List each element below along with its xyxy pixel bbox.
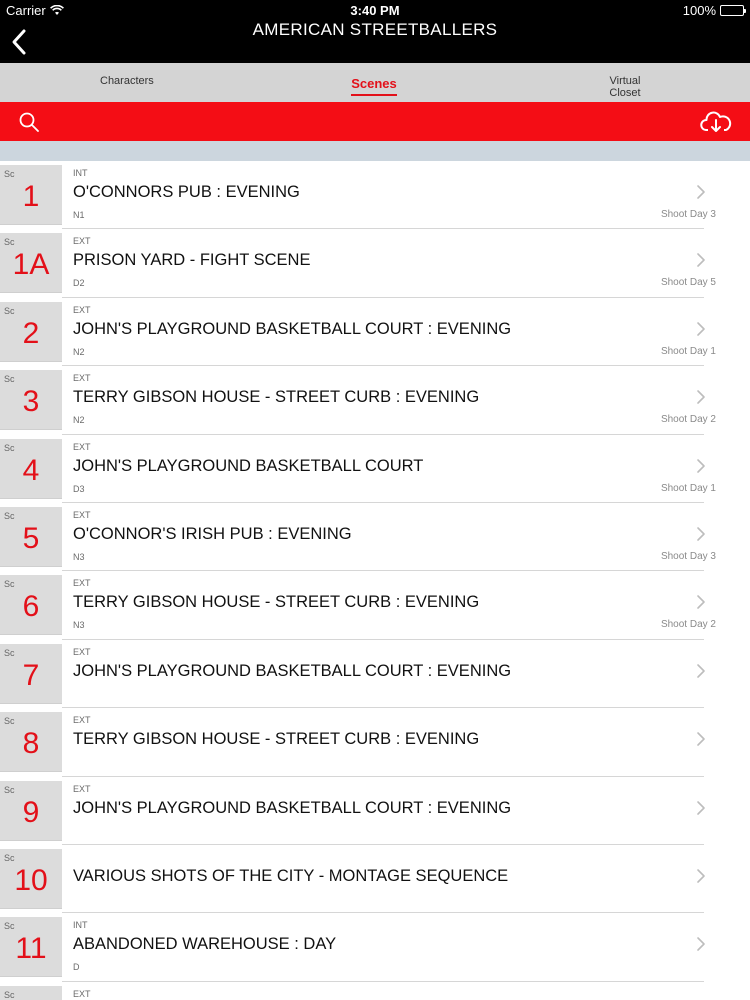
- chevron-right-icon: [696, 731, 706, 747]
- scene-number-box: [0, 644, 62, 704]
- shoot-day: Shoot Day 1: [660, 482, 716, 494]
- day-night-code: D: [73, 962, 80, 973]
- status-battery: [683, 3, 744, 18]
- int-ext-label: EXT: [73, 304, 91, 315]
- int-ext-label: INT: [73, 168, 88, 178]
- scene-row[interactable]: [0, 161, 750, 229]
- int-ext-label: EXT: [73, 646, 91, 657]
- scene-title: ABANDONED WAREHOUSE : DAY: [73, 935, 337, 954]
- cloud-download-button[interactable]: [700, 110, 732, 134]
- scene-title: TERRY GIBSON HOUSE - STREET CURB : EVENING: [73, 730, 480, 749]
- day-night-code: N3: [73, 551, 85, 562]
- int-ext-label: EXT: [73, 783, 91, 794]
- battery-percent: 100%: [682, 3, 716, 18]
- tab-virtual-closet[interactable]: Virtual Closet: [609, 75, 641, 99]
- chevron-right-icon: [696, 663, 706, 679]
- scene-label: Sc: [4, 852, 15, 863]
- scene-number: 1A: [12, 248, 50, 282]
- carrier-label: Carrier: [6, 3, 46, 18]
- int-ext-label: EXT: [73, 715, 91, 726]
- scene-number: 7: [22, 658, 40, 692]
- scene-number: 3: [22, 385, 40, 419]
- day-night-code: N2: [73, 415, 85, 426]
- tab-characters[interactable]: Characters: [100, 75, 154, 87]
- battery-icon: [720, 5, 744, 16]
- scene-title: JOHN'S PLAYGROUND BASKETBALL COURT : EVENING: [73, 798, 512, 817]
- scene-number-box: [0, 439, 62, 499]
- chevron-right-icon: [696, 526, 706, 542]
- scene-number-box: [0, 575, 62, 635]
- scene-number-box: [0, 233, 62, 293]
- scene-title: VARIOUS SHOTS OF THE CITY - MONTAGE SEQUENCE: [73, 866, 509, 885]
- day-night-code: N1: [73, 210, 85, 220]
- scene-number-box: [0, 712, 62, 772]
- scene-row[interactable]: [0, 366, 750, 434]
- tab-scenes[interactable]: Scenes: [351, 76, 397, 96]
- scene-number: 11: [15, 932, 47, 966]
- scene-title: PRISON YARD - FIGHT SCENE: [73, 251, 311, 270]
- top-bar: [0, 0, 750, 63]
- scene-number-box: [0, 781, 62, 841]
- scene-title: JOHN'S PLAYGROUND BASKETBALL COURT : EVENING: [73, 661, 512, 680]
- chevron-right-icon: [696, 458, 706, 474]
- scene-number: 9: [22, 795, 40, 829]
- scene-label: Sc: [4, 716, 15, 727]
- chevron-right-icon: [696, 936, 706, 952]
- int-ext-label: EXT: [73, 441, 91, 452]
- scene-title: JOHN'S PLAYGROUND BASKETBALL COURT : EVENING: [73, 319, 512, 338]
- int-ext-label: EXT: [73, 578, 91, 589]
- scene-label: Sc: [4, 647, 15, 658]
- scene-label: Sc: [4, 305, 15, 316]
- scene-title: TERRY GIBSON HOUSE - STREET CURB : EVENING: [73, 388, 480, 407]
- scene-row[interactable]: [0, 435, 750, 503]
- scene-row[interactable]: [0, 640, 750, 708]
- scene-row[interactable]: [0, 571, 750, 639]
- scene-number: 5: [22, 521, 40, 555]
- scene-title: O'CONNOR'S IRISH PUB : EVENING: [73, 524, 352, 543]
- scene-label: Sc: [4, 579, 15, 590]
- scene-row[interactable]: [0, 845, 750, 913]
- scene-row[interactable]: [0, 503, 750, 571]
- scene-row[interactable]: [0, 913, 750, 981]
- shoot-day: Shoot Day 5: [660, 277, 716, 289]
- int-ext-label: EXT: [73, 988, 91, 999]
- scene-number-box: [0, 917, 62, 977]
- scene-number: 10: [14, 863, 48, 897]
- day-night-code: D3: [73, 483, 85, 494]
- int-ext-label: INT: [73, 920, 88, 931]
- scene-title: TERRY GIBSON HOUSE - STREET CURB : EVENING: [73, 593, 480, 612]
- scene-number-box: [0, 370, 62, 430]
- scene-number-box: [0, 302, 62, 362]
- shoot-day: Shoot Day 2: [660, 414, 716, 426]
- scene-title: JOHN'S PLAYGROUND BASKETBALL COURT: [73, 456, 424, 475]
- int-ext-label: EXT: [73, 236, 91, 247]
- int-ext-label: EXT: [73, 509, 91, 520]
- search-button[interactable]: [18, 111, 40, 133]
- search-bar: [0, 102, 750, 141]
- scene-number: 8: [22, 727, 40, 761]
- segment-tabs: [0, 63, 750, 102]
- int-ext-label: EXT: [73, 373, 91, 384]
- shoot-day: Shoot Day 3: [660, 550, 716, 562]
- scene-row[interactable]: [0, 982, 750, 1000]
- scene-number-box: [0, 849, 62, 909]
- scene-number: 6: [22, 590, 40, 624]
- chevron-right-icon: [696, 252, 706, 268]
- chevron-right-icon: [696, 594, 706, 610]
- scene-number-box: [0, 986, 62, 1000]
- scene-number: 2: [22, 316, 40, 350]
- scene-label: Sc: [4, 784, 15, 795]
- scene-number: 4: [22, 453, 40, 487]
- scene-number: 1: [22, 180, 40, 213]
- scene-label: Sc: [4, 921, 15, 932]
- scene-row[interactable]: [0, 777, 750, 845]
- shoot-day: Shoot Day 2: [660, 619, 716, 631]
- day-night-code: N2: [73, 346, 85, 357]
- scene-label: Sc: [4, 442, 15, 453]
- scene-label: Sc: [4, 989, 15, 1000]
- list-header-band: [0, 141, 750, 161]
- search-icon: [18, 111, 40, 133]
- scene-number-box: [0, 507, 62, 567]
- scene-row[interactable]: [0, 229, 750, 297]
- scene-label: Sc: [4, 237, 15, 248]
- chevron-right-icon: [696, 321, 706, 337]
- day-night-code: D2: [73, 278, 85, 289]
- cloud-download-icon: [700, 110, 732, 134]
- scene-row[interactable]: [0, 708, 750, 776]
- page-title: AMERICAN STREETBALLERS: [252, 20, 498, 39]
- scene-label: Sc: [4, 169, 15, 179]
- scene-label: Sc: [4, 510, 15, 521]
- scene-number-box: [0, 165, 62, 225]
- chevron-right-icon: [696, 184, 706, 200]
- scene-list: [0, 161, 750, 1000]
- scene-row[interactable]: [0, 298, 750, 366]
- day-night-code: N3: [73, 620, 85, 631]
- scene-title: O'CONNORS PUB : EVENING: [73, 183, 300, 201]
- status-time: 3:40 PM: [350, 3, 400, 18]
- chevron-right-icon: [696, 800, 706, 816]
- chevron-right-icon: [696, 868, 706, 884]
- chevron-right-icon: [696, 389, 706, 405]
- shoot-day: Shoot Day 1: [660, 345, 716, 357]
- shoot-day: Shoot Day 3: [660, 209, 716, 220]
- scene-label: Sc: [4, 374, 15, 385]
